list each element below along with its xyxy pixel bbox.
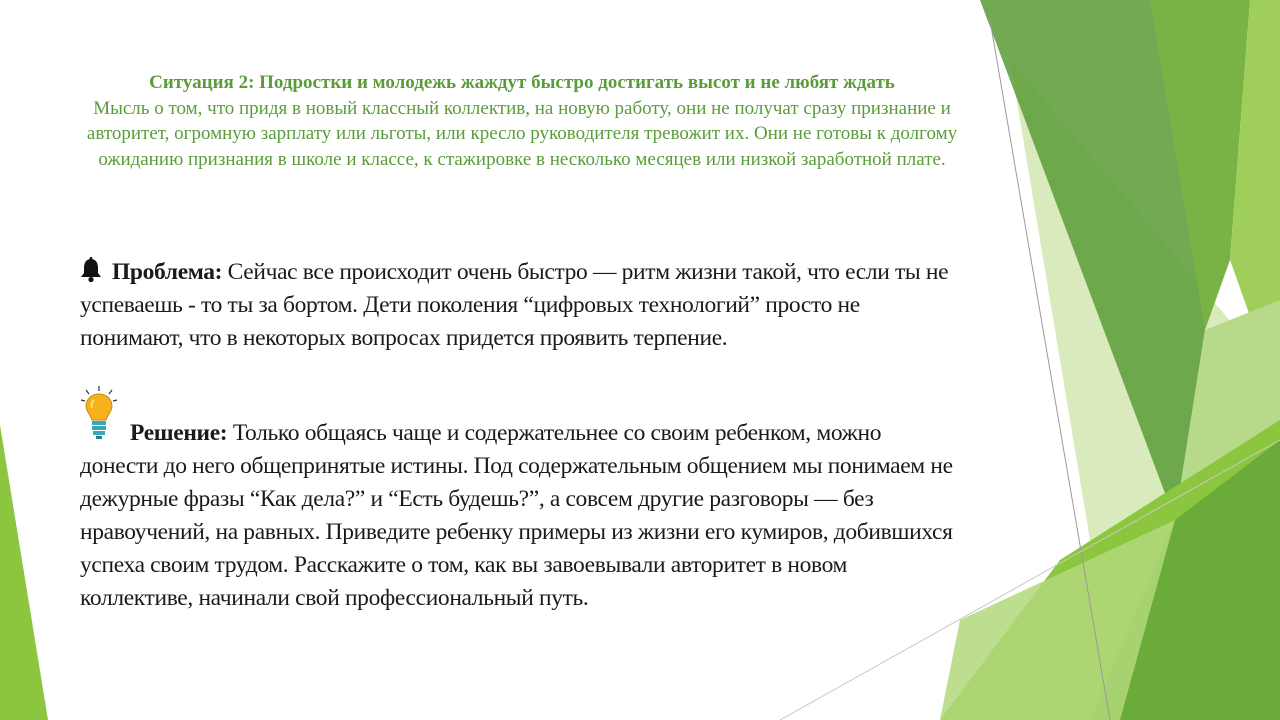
situation-body: Мысль о том, что придя в новый классный коллектив, на новую работу, они не получат сразу признание и авторитет, огромную зарплату или льготы, или кресло руководителя тревожит их. Они не готовы к долгому ожиданию признания в школе и классе, к стажировке в несколько месяцев или низкой заработной плате. [86, 97, 958, 170]
solution-label: Решение: [130, 420, 228, 446]
solution-paragraph [80, 417, 960, 615]
bell-icon [80, 257, 102, 283]
situation-block [80, 70, 964, 172]
problem-text: Сейчас все происходит очень быстро — ритм жизни такой, что если ты не успеваешь - то ты за бортом. Дети поколения “цифровых технологий” просто не понимают, что в некоторых вопросах придется проявить терпение. [80, 259, 949, 351]
solution-text: Только общаясь чаще и содержательнее со своим ребенком, можно донести до него общепринятые истины. Под содержательным общением мы понимаем не дежурные фразы “Как дела?” и “Есть будешь?”, а совсем другие разговоры — без нравоучений, на равных. Приведите ребенку примеры из жизни его кумиров, добившихся успеха своим трудом. Расскажите о том, как вы завоевывали авторитет в новом коллективе, начинали свой профессиональный путь. [80, 420, 953, 611]
problem-paragraph [80, 256, 960, 355]
situation-title: Ситуация 2: Подростки и молодежь жаждут быстро достигать высот и не любят ждать [149, 72, 895, 93]
problem-label: Проблема: [112, 259, 223, 285]
